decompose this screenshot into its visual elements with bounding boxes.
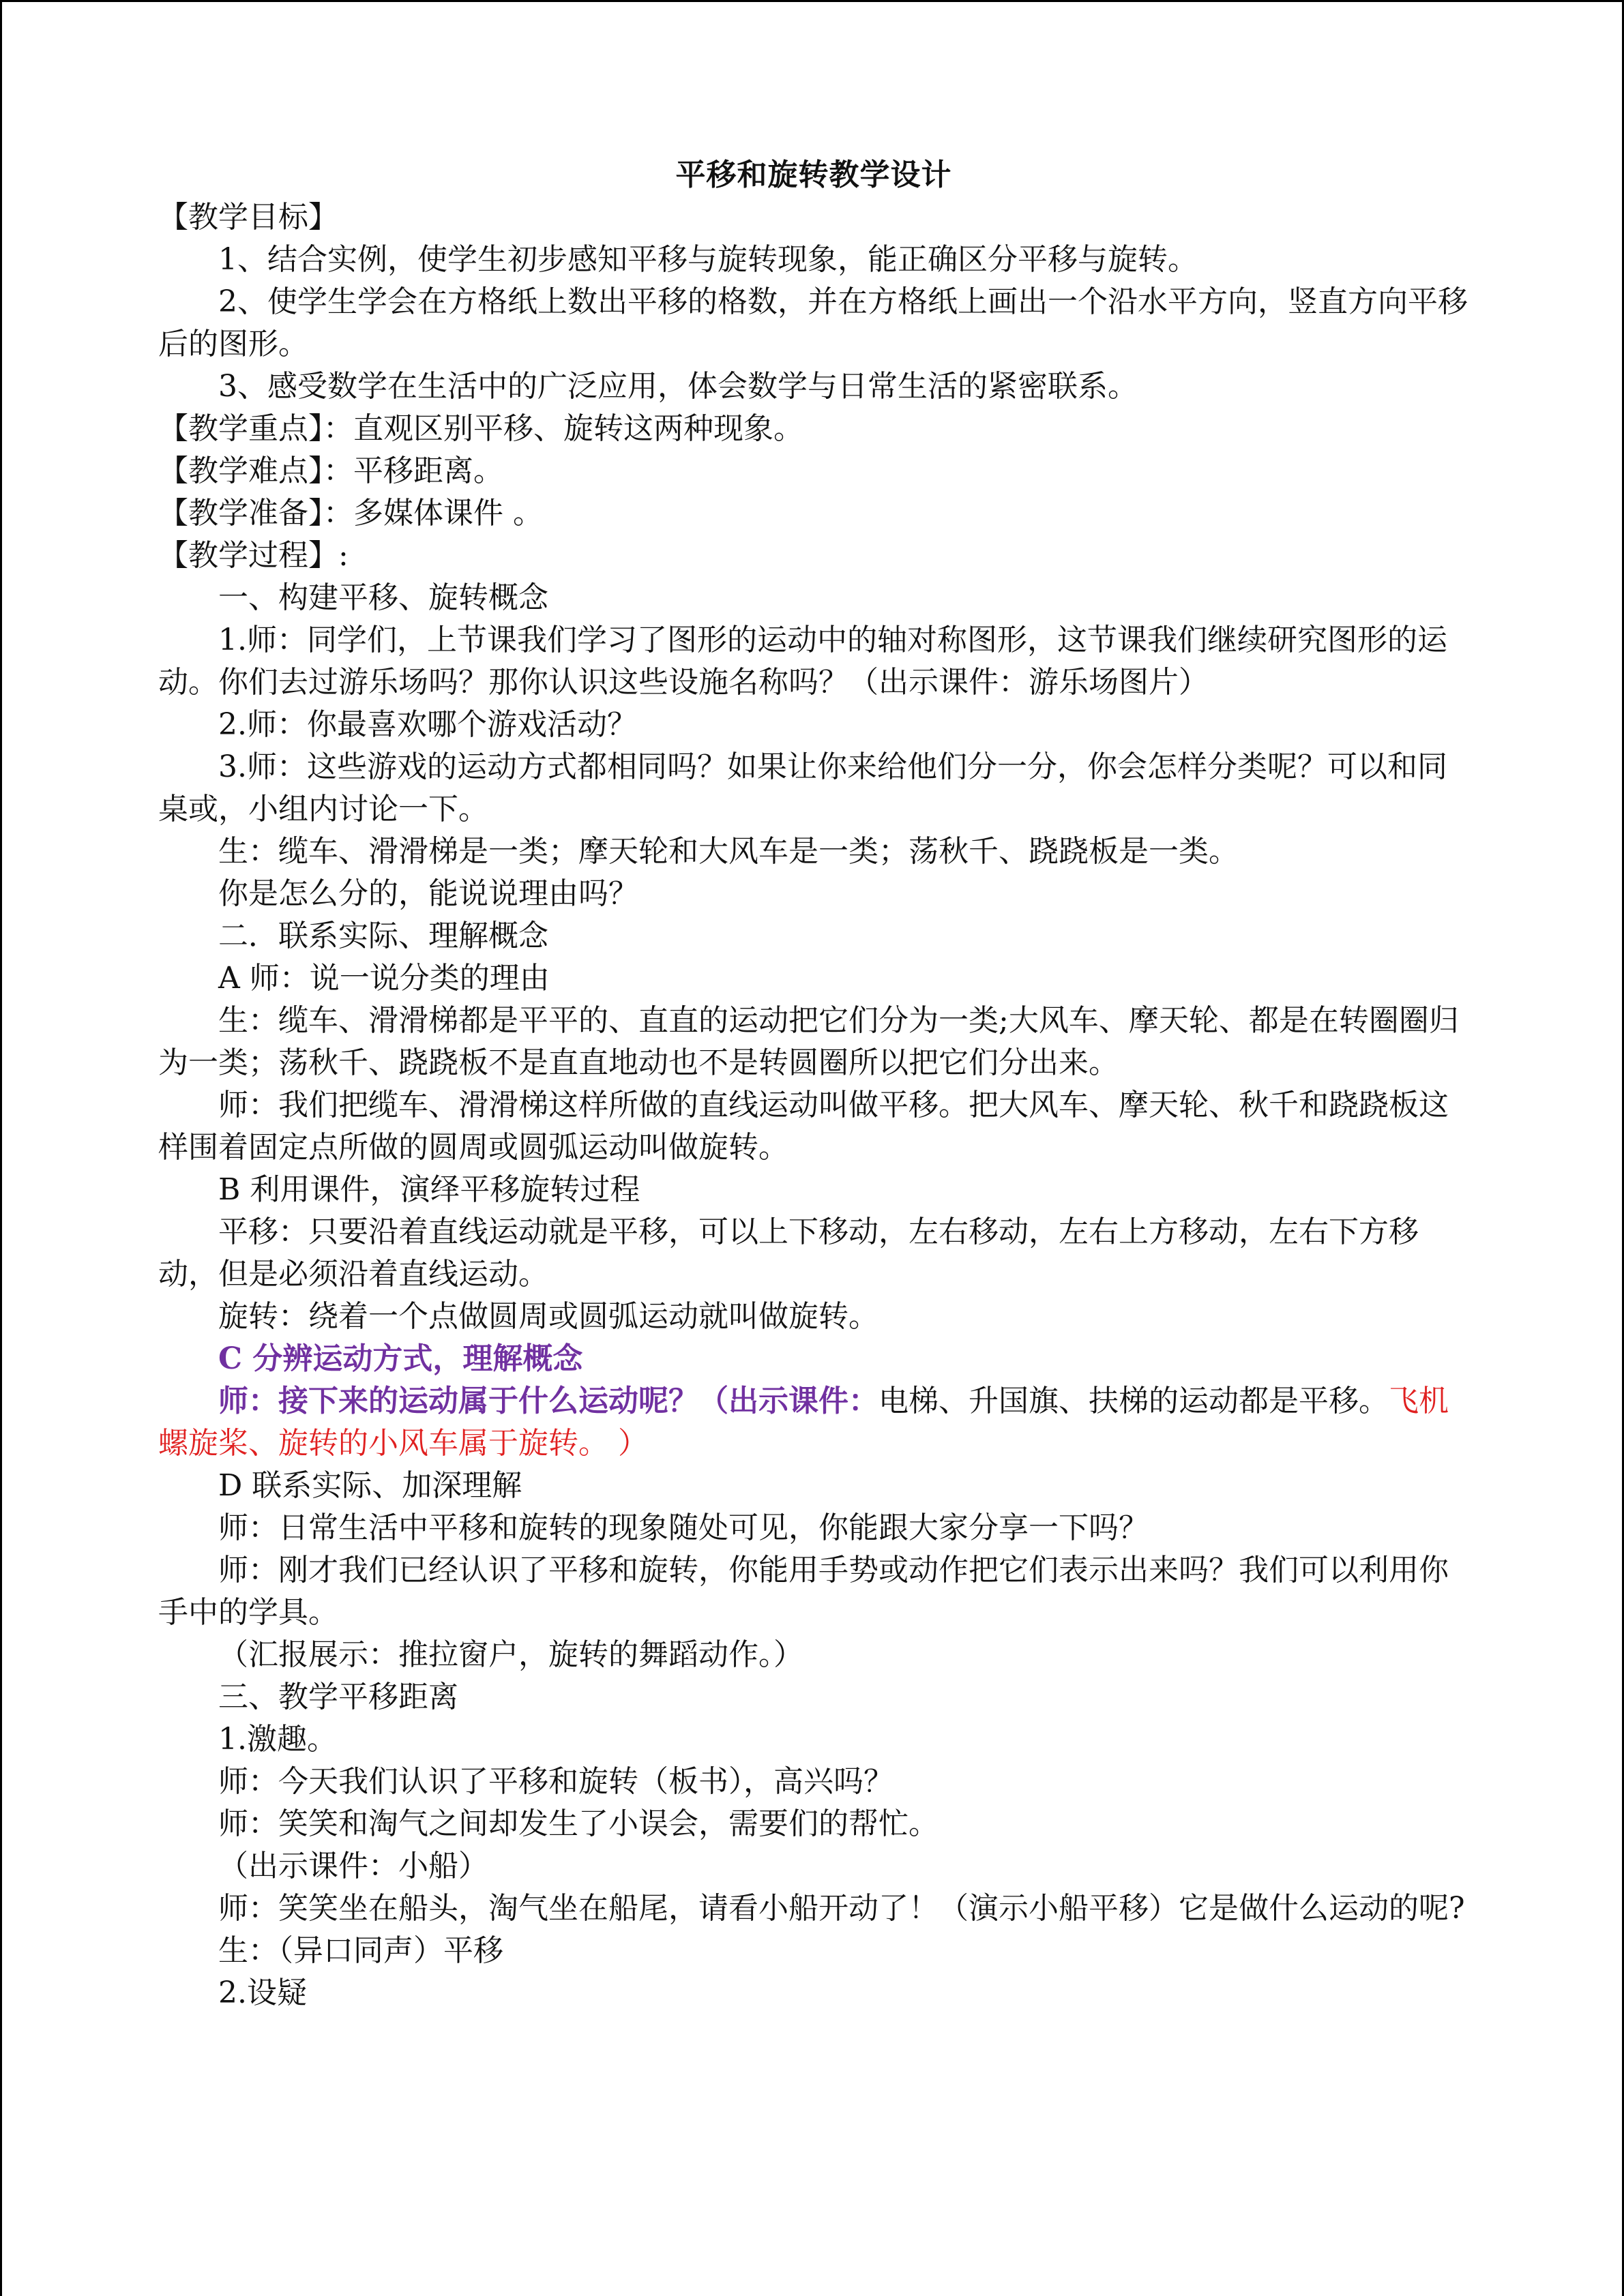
paragraph: 师：笑笑坐在船头，淘气坐在船尾，请看小船开动了！（演示小船平移）它是做什么运动的呢? (218, 1891, 1465, 1926)
highlighted-text-purple: 师：接下来的运动属于什么运动呢？（出示课件： (218, 1384, 879, 1418)
document-title: 平移和旋转教学设计 (675, 158, 952, 192)
section-heading-objectives: 【教学目标】 (158, 200, 338, 235)
paragraph: 师：今天我们认识了平移和旋转（板书），高兴吗？ (218, 1764, 894, 1799)
document-body (158, 154, 1469, 2014)
paragraph: 1.师：同学们，上节课我们学习了图形的运动中的轴对称图形，这节课我们继续研究图形的运动。你们去过游乐场吗？那你认识这些设施名称吗？（出示课件：游乐场图片） (158, 623, 1447, 700)
paragraph: （汇报展示：推拉窗户，旋转的舞蹈动作。） (218, 1637, 803, 1672)
paragraph: 2、使学生学会在方格纸上数出平移的格数，并在方格纸上画出一个沿水平方向，竖直方向平移后的图形。 (158, 284, 1468, 361)
subsection-heading: 三、教学平移距离 (218, 1680, 458, 1714)
paragraph: 3.师：这些游戏的运动方式都相同吗？如果让你来给他们分一分，你会怎样分类呢？可以和同桌或，小组内讨论一下。 (158, 749, 1447, 826)
paragraph: 生：（异口同声）平移 (218, 1933, 503, 1968)
section-heading-process: 【教学过程】: (158, 538, 349, 573)
subsection-heading: 二．联系实际、理解概念 (218, 919, 548, 953)
paragraph: B 利用课件，演绎平移旋转过程 (218, 1172, 640, 1207)
paragraph: 2.设疑 (218, 1976, 307, 2010)
subsection-heading: D 联系实际、加深理解 (218, 1468, 522, 1503)
section-heading-key-point: 【教学重点】：直观区别平移、旋转这两种现象。 (158, 411, 803, 446)
paragraph: 2.师：你最喜欢哪个游戏活动？ (218, 707, 637, 742)
section-heading-preparation: 【教学准备】：多媒体课件 。 (158, 496, 543, 531)
paragraph: 生：缆车、滑滑梯是一类；摩天轮和大风车是一类；荡秋千、跷跷板是一类。 (218, 834, 1239, 869)
paragraph: 生：缆车、滑滑梯都是平平的、直直的运动把它们分为一类;大风车、摩天轮、都是在转圈圈归为一类；荡秋千、跷跷板不是直直地动也不是转圆圈所以把它们分出来。 (158, 1003, 1459, 1080)
paragraph: 平移：只要沿着直线运动就是平移，可以上下移动，左右移动，左右上方移动，左右下方移动，但是必须沿着直线运动。 (158, 1214, 1419, 1292)
highlighted-heading: C 分辨运动方式，理解概念 (218, 1341, 583, 1376)
highlighted-text-red: 飞机螺旋桨、旋转的小风车属于旋转。 ） (158, 1384, 1449, 1461)
paragraph: 1、结合实例，使学生初步感知平移与旋转现象，能正确区分平移与旋转。 (218, 242, 1198, 277)
section-heading-difficulty: 【教学难点】：平移距离。 (158, 453, 503, 488)
paragraph: 师：日常生活中平移和旋转的现象随处可见，你能跟大家分享一下吗？ (218, 1510, 1149, 1545)
paragraph: 你是怎么分的，能说说理由吗？ (218, 876, 638, 911)
paragraph: 1.激趣。 (218, 1722, 337, 1757)
paragraph: A 师：说一说分类的理由 (218, 961, 550, 996)
paragraph: 旋转：绕着一个点做圆周或圆弧运动就叫做旋转。 (218, 1299, 879, 1334)
mixed-color-paragraph (158, 1380, 1469, 1465)
paragraph: 师：刚才我们已经认识了平移和旋转，你能用手势或动作把它们表示出来吗？我们可以利用你手中的学具。 (158, 1553, 1449, 1630)
paragraph: 师：笑笑和淘气之间却发生了小误会，需要们的帮忙。 (218, 1806, 939, 1841)
plain-text: 电梯、升国旗、扶梯的运动都是平移。 (879, 1384, 1389, 1418)
paragraph: 3、感受数学在生活中的广泛应用，体会数学与日常生活的紧密联系。 (218, 369, 1138, 404)
paragraph: （出示课件：小船） (218, 1849, 488, 1883)
paragraph: 师：我们把缆车、滑滑梯这样所做的直线运动叫做平移。把大风车、摩天轮、秋千和跷跷板这样围着固定点所做的圆周或圆弧运动叫做旋转。 (158, 1088, 1449, 1165)
subsection-heading: 一、构建平移、旋转概念 (218, 580, 548, 615)
